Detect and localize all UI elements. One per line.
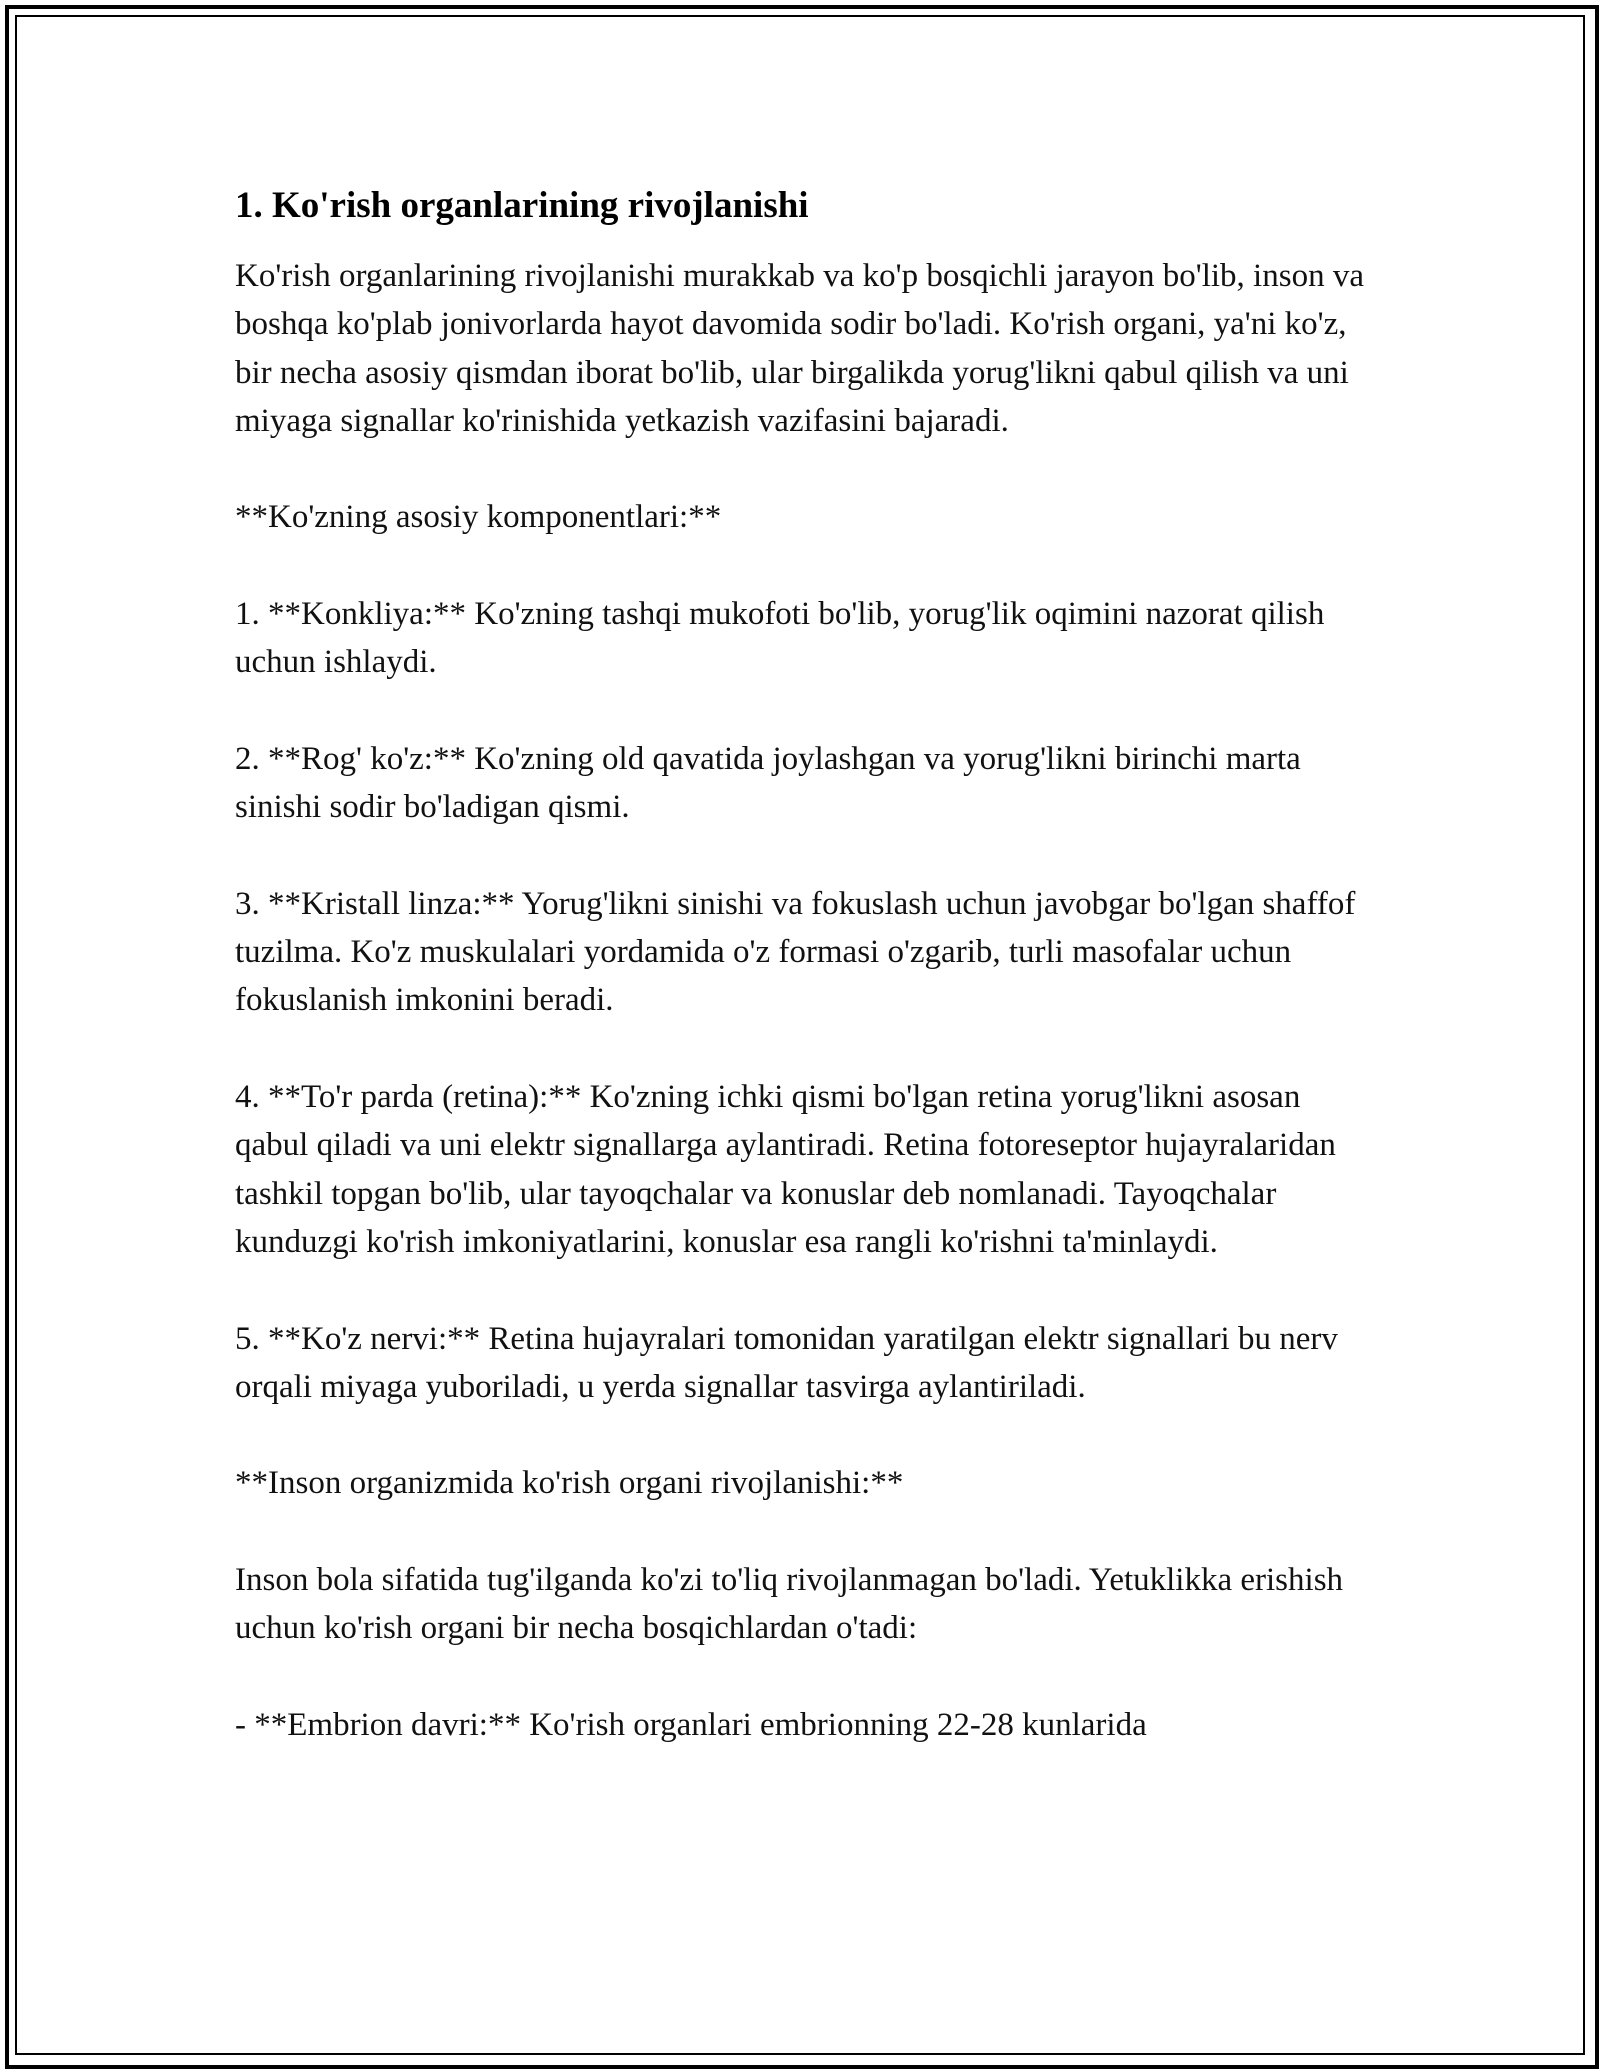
list-item-kristall-linza: 3. **Kristall linza:** Yorug'likni sinishi va fokuslash uchun javobgar bo'lgan shaffof tuzilma. Ko'z muskulalari yordamida o'z formasi o'zgarib, turli masofalar uchun fokuslanish imkonini beradi.	[235, 885, 1356, 1019]
section-heading-development: **Inson organizmida ko'rish organi rivojlanishi:**	[235, 1465, 904, 1502]
section-heading-components: **Ko'zning asosiy komponentlari:**	[235, 499, 722, 536]
list-item-konkliya: 1. **Konkliya:** Ko'zning tashqi mukofoti bo'lib, yorug'lik oqimini nazorat qilish uchun ishlaydi.	[235, 596, 1325, 681]
list-item-koz-nervi: 5. **Ko'z nervi:** Retina hujayralari tomonidan yaratilgan elektr signallari bu nerv orqali miyaga yuboriladi, u yerda signallar tasvirga aylantiriladi.	[235, 1320, 1338, 1405]
list-item-retina: 4. **To'r parda (retina):** Ko'zning ichki qismi bo'lgan retina yorug'likni asosan qabul qiladi va uni elektr signallarga aylantiradi. Retina fotoreseptor hujayralaridan tashkil topgan bo'lib, ular tayoqchalar va konuslar deb nomlanadi. Tayoqchalar kunduzgi ko'rish imkoniyatlarini, konuslar esa rangli ko'rishni ta'minlaydi.	[235, 1079, 1336, 1260]
list-item-embrion-davri: - **Embrion davri:** Ko'rish organlari embrionning 22-28 kunlarida	[235, 1706, 1147, 1743]
page-title: 1. Ko'rish organlarining rivojlanishi	[235, 185, 809, 226]
intro-paragraph: Ko'rish organlarining rivojlanishi murakkab va ko'p bosqichli jarayon bo'lib, inson va boshqa ko'plab jonivorlarda hayot davomida sodir bo'ladi. Ko'rish organi, ya'ni ko'z, bir necha asosiy qismdan iborat bo'lib, ular birgalikda yorug'likni qabul qilish va uni miyaga signallar ko'rinishida yetkazish vazifasini bajaradi.	[235, 258, 1364, 439]
list-item-rog-koz: 2. **Rog' ko'z:** Ko'zning old qavatida joylashgan va yorug'likni birinchi marta sinishi sodir bo'ladigan qismi.	[235, 740, 1301, 826]
document-body	[235, 182, 1375, 1749]
development-paragraph: Inson bola sifatida tug'ilganda ko'zi to'liq rivojlanmagan bo'ladi. Yetuklikka erishish uchun ko'rish organi bir necha bosqichlardan o'tadi:	[235, 1562, 1344, 1647]
